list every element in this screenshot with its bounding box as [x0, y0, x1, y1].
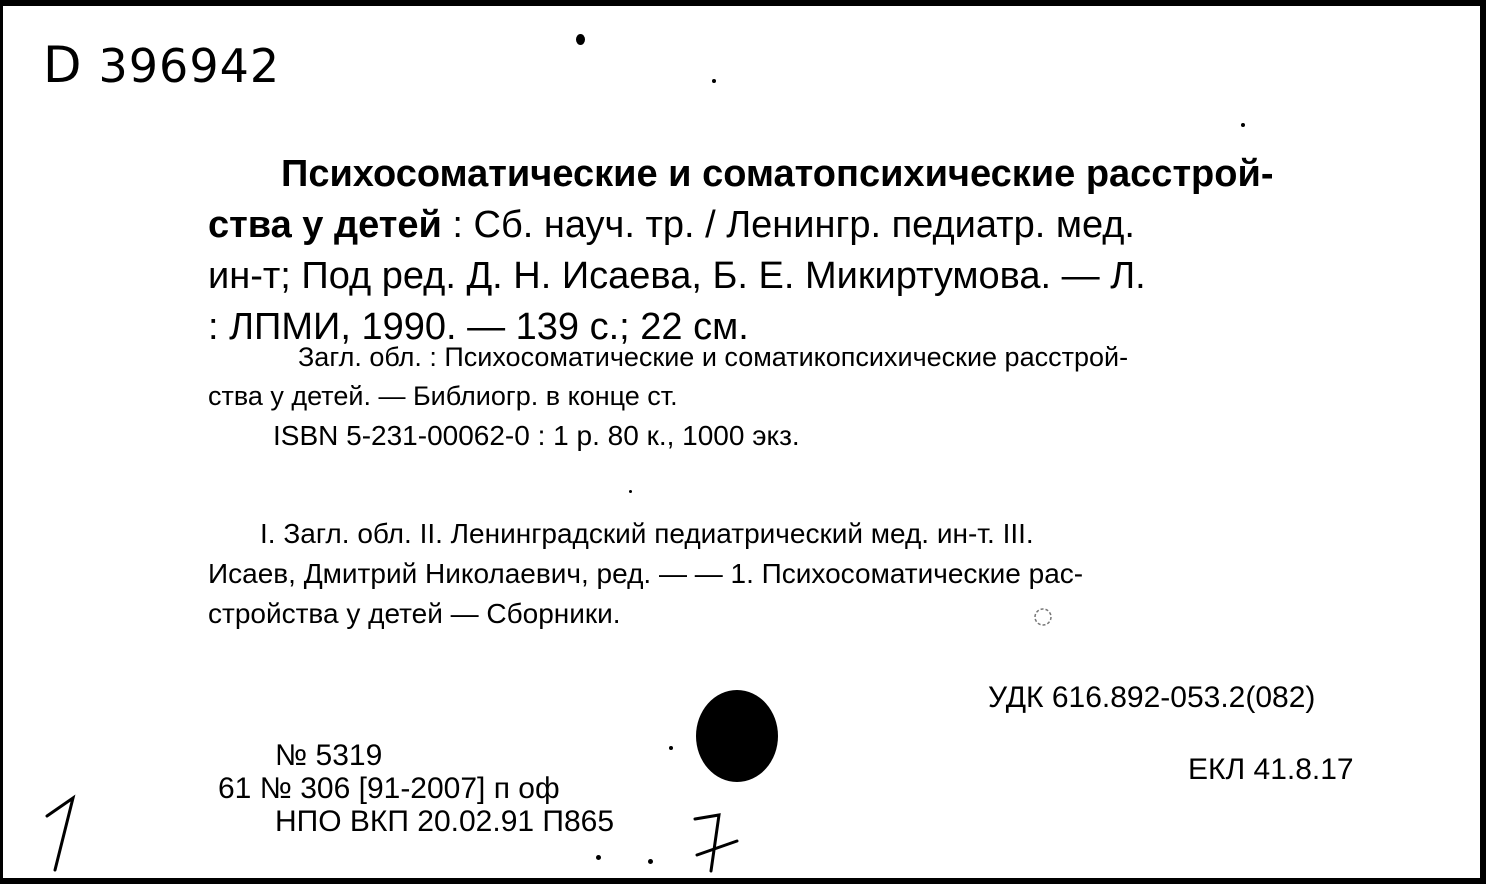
- notes: [208, 338, 1378, 455]
- tracings: [208, 514, 1378, 634]
- title-line-2: ства у детей : Сб. науч. тр. / Ленингр. педиатр. мед.: [208, 204, 1135, 246]
- handwritten-number: 396942: [98, 39, 281, 93]
- handwritten-inventory-number: [43, 36, 280, 94]
- num-line-3: НПО ВКП 20.02.91 П865: [275, 805, 615, 838]
- handwritten-prefix: D: [43, 36, 83, 94]
- handwritten-bottom-mark: [689, 811, 759, 881]
- trace-line-1: I. Загл. обл. II. Ленинградский педиатрический мед. ин-т. III.: [260, 518, 1034, 549]
- speck: [596, 855, 601, 860]
- speck: [629, 490, 632, 493]
- speck: [1241, 123, 1245, 127]
- num-line-2: 61 № 306 [91-2007] п оф: [218, 772, 560, 805]
- trace-line-2: Исаев, Дмитрий Николаевич, ред. — — 1. Психосоматические рас-: [208, 558, 1084, 589]
- speck: [648, 859, 653, 864]
- num-line-1: № 5319: [275, 739, 383, 772]
- small-circle-mark: [1031, 604, 1055, 630]
- note-line-1: Загл. обл. : Психосоматические и соматикопсихические расстрой-: [298, 342, 1129, 372]
- print-numbers: [218, 739, 614, 838]
- speck: [576, 34, 585, 45]
- isbn-line: ISBN 5-231-00062-0 : 1 р. 80 к., 1000 экз.: [273, 420, 800, 451]
- speck: [669, 746, 673, 750]
- ekl-code: ЕКЛ 41.8.17: [1188, 753, 1354, 786]
- note-line-2: ства у детей. — Библиогр. в конце ст.: [208, 381, 678, 411]
- bibliographic-description: [208, 149, 1378, 353]
- title-line-4: : ЛПМИ, 1990. — 139 с.; 22 см.: [208, 306, 749, 348]
- punch-hole: [696, 690, 778, 782]
- speck: [712, 79, 716, 83]
- title-line-1: Психосоматические и соматопсихические расстрой-: [281, 153, 1274, 195]
- handwritten-corner-mark: [33, 786, 93, 876]
- title-line-3: ин-т; Под ред. Д. Н. Исаева, Б. Е. Микиртумова. — Л.: [208, 255, 1146, 297]
- trace-line-3: стройства у детей — Сборники.: [208, 598, 621, 629]
- udk-code: УДК 616.892-053.2(082): [988, 681, 1316, 714]
